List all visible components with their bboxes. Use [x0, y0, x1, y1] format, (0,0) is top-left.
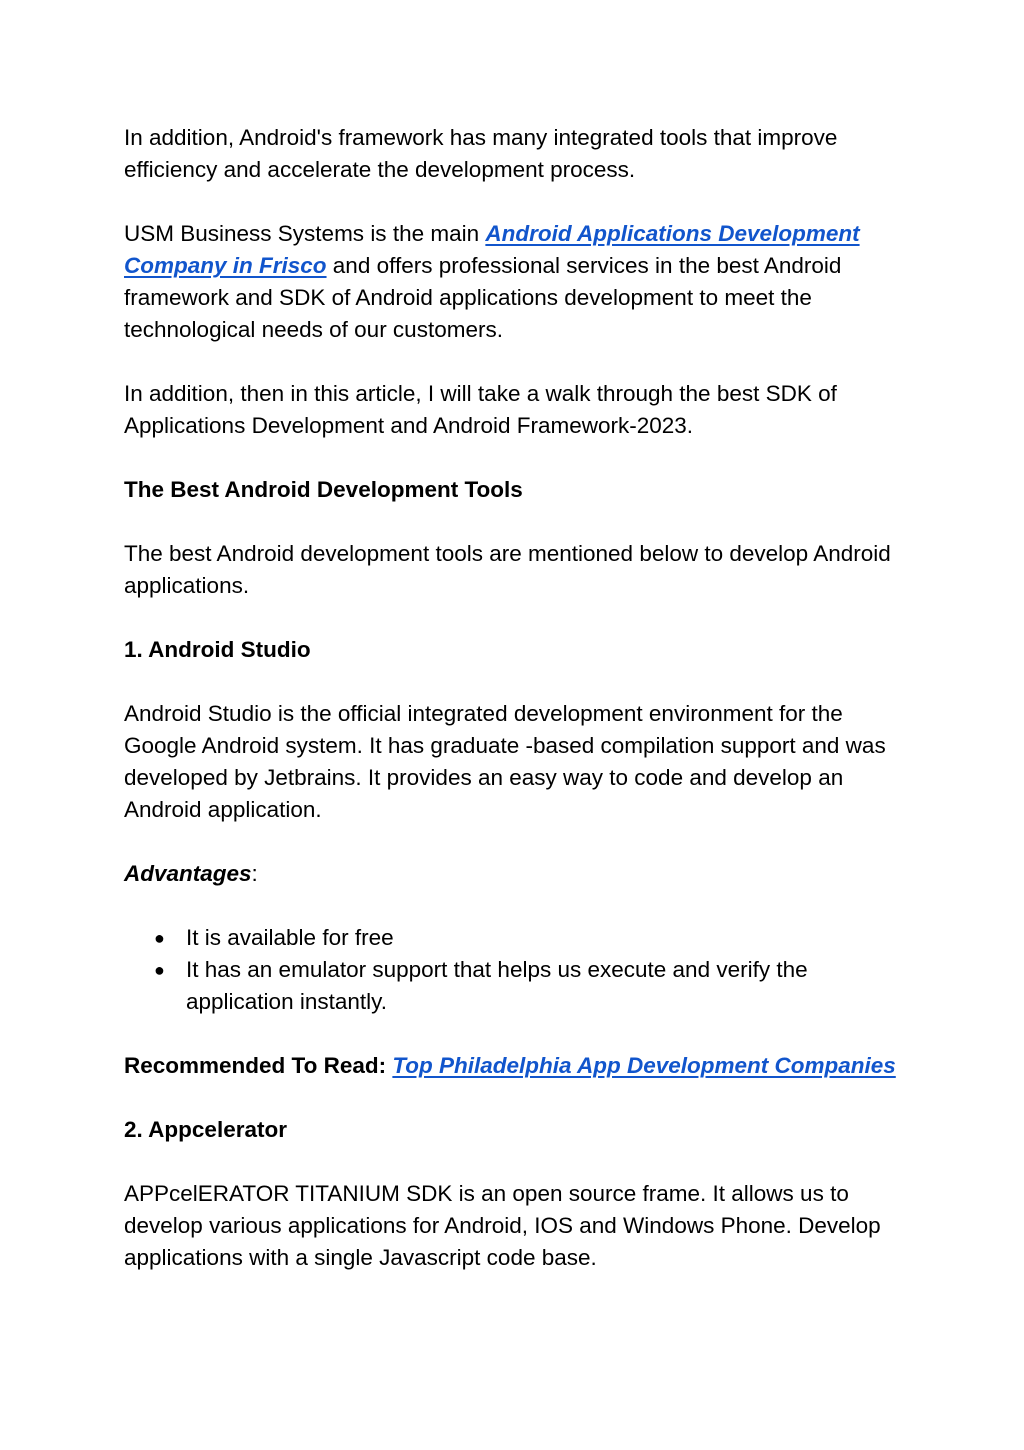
list-item-text: It is available for free [186, 925, 394, 950]
list-item-text: It has an emulator support that helps us execute and verify the application instantly. [186, 957, 808, 1014]
appcelerator-description: APPcelERATOR TITANIUM SDK is an open source frame. It allows us to develop various applications for Android, IOS and Windows Phone. Develop applications with a single Javascript code base. [124, 1181, 881, 1270]
bullet-icon: ● [154, 928, 165, 948]
company-paragraph-tail: and offers professional services in the best Android framework and SDK of Android applications development to meet the technological needs of our customers. [124, 253, 842, 342]
appcelerator-heading: 2. Appcelerator [124, 1117, 287, 1142]
list-item [124, 922, 914, 954]
article-intro-paragraph: In addition, then in this article, I will take a walk through the best SDK of Applications Development and Android Framework-2023. [124, 381, 837, 438]
best-tools-heading: The Best Android Development Tools [124, 477, 523, 502]
advantages-label-colon: : [251, 861, 258, 886]
bullet-icon: ● [154, 960, 165, 980]
advantages-label [124, 858, 914, 890]
android-studio-heading: 1. Android Studio [124, 637, 311, 662]
android-studio-description: Android Studio is the official integrated development environment for the Google Android system. It has graduate -based compilation support and was developed by Jetbrains. It provides an easy way to code and develop an Android application. [124, 701, 886, 822]
company-paragraph [124, 218, 914, 346]
company-paragraph-lead: USM Business Systems is the main [124, 221, 486, 246]
intro-paragraph: In addition, Android's framework has many integrated tools that improve efficiency and accelerate the development process. [124, 125, 838, 182]
recommended-label: Recommended To Read: [124, 1053, 393, 1078]
philadelphia-companies-link[interactable]: Top Philadelphia App Development Companies [392, 1053, 896, 1078]
list-item [124, 954, 914, 1018]
advantages-list [124, 922, 914, 1018]
tools-intro-paragraph: The best Android development tools are mentioned below to develop Android applications. [124, 541, 891, 598]
advantages-label-text: Advantages [124, 861, 252, 886]
recommended-read [124, 1050, 914, 1082]
frisco-company-link[interactable]: Android Applications Development Company in Frisco [124, 221, 860, 278]
document-page [124, 122, 914, 1306]
